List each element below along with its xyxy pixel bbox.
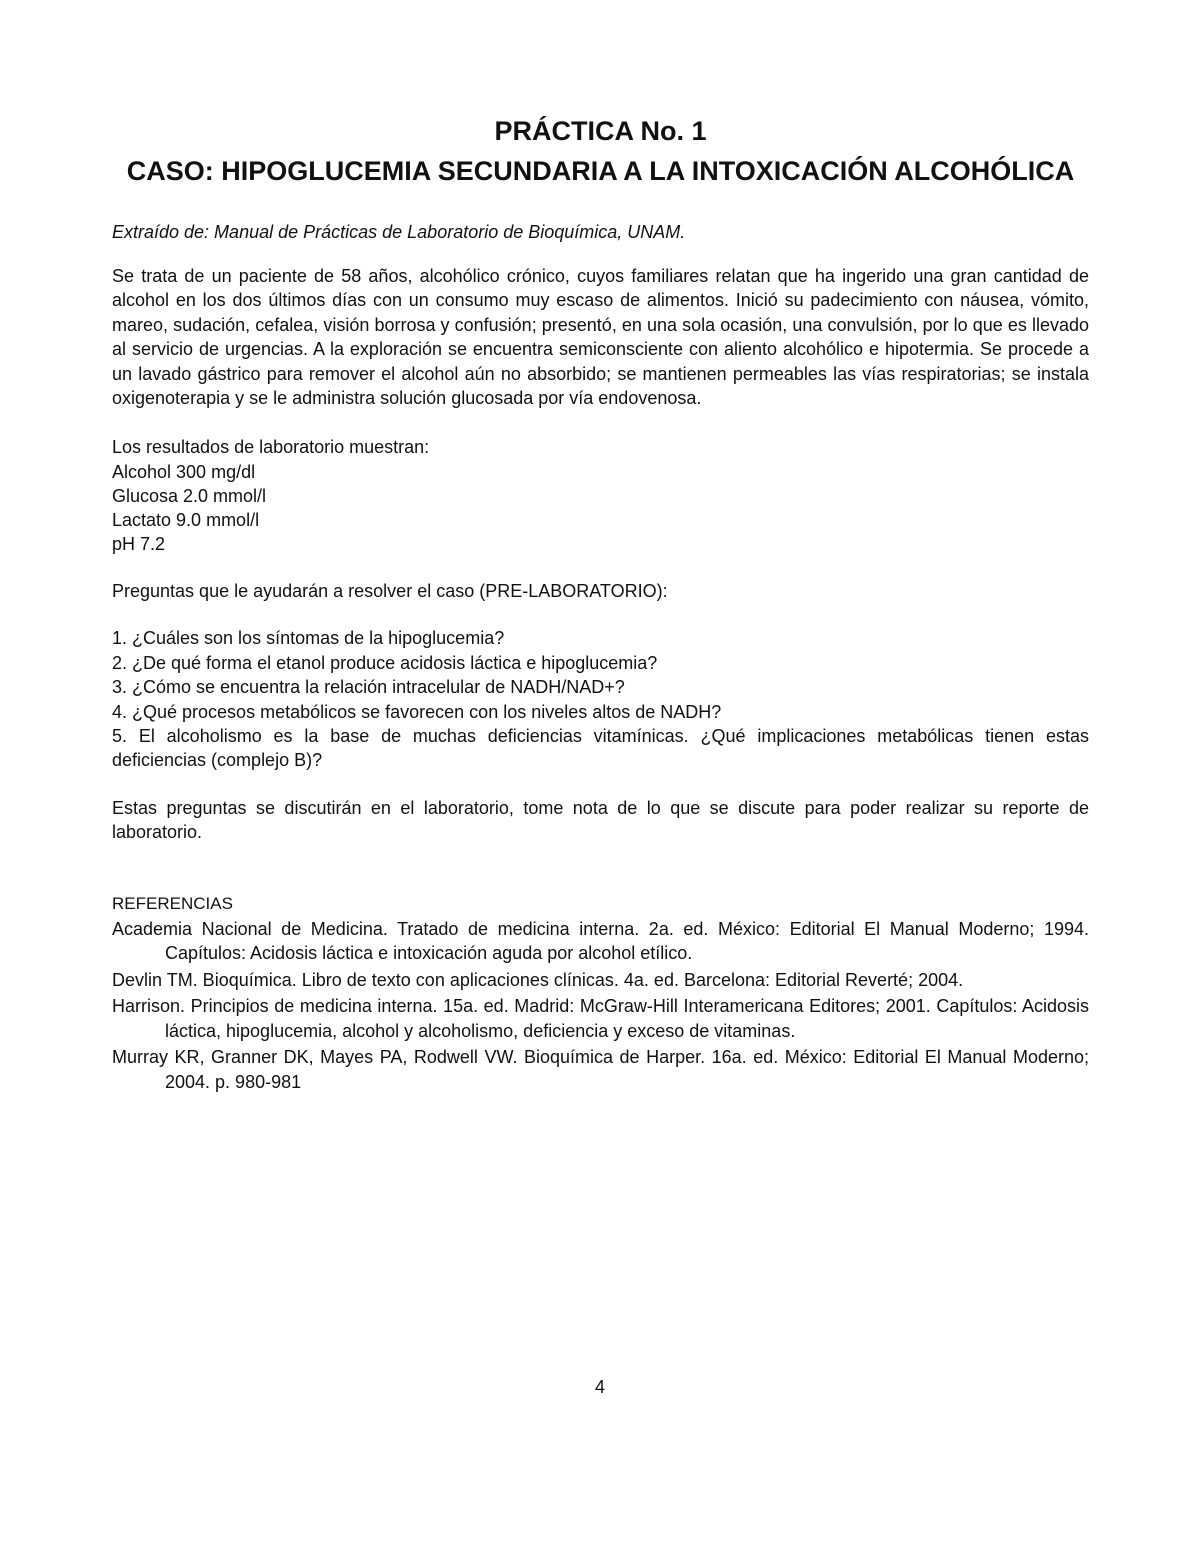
page-number: 4 bbox=[594, 1377, 605, 1397]
question-item: 4. ¿Qué procesos metabólicos se favorecen con los niveles altos de NADH? bbox=[112, 701, 722, 722]
lab-results-intro: Los resultados de laboratorio muestran: bbox=[112, 437, 430, 458]
question-item: 2. ¿De qué forma el etanol produce acidosis láctica e hipoglucemia? bbox=[112, 652, 658, 673]
question-item: 3. ¿Cómo se encuentra la relación intracelular de NADH/NAD+? bbox=[112, 677, 625, 698]
reference-item: Murray KR, Granner DK, Mayes PA, Rodwell VW. Bioquímica de Harper. 16a. ed. México: Editorial El Manual Moderno; 2004. p. 980-981 bbox=[112, 1047, 1089, 1092]
reference-item: Academia Nacional de Medicina. Tratado de medicina interna. 2a. ed. México: Editorial El Manual Moderno; 1994. Capítulos: Acidosis láctica e intoxicación aguda por alcohol etílico. bbox=[112, 918, 1089, 964]
lab-result-ph: pH 7.2 bbox=[112, 534, 166, 555]
lab-result-alcohol: Alcohol 300 mg/dl bbox=[112, 461, 256, 482]
source-note: Extraído de: Manual de Prácticas de Laboratorio de Bioquímica, UNAM. bbox=[112, 222, 686, 242]
questions-list bbox=[112, 626, 1089, 772]
case-description: Se trata de un paciente de 58 años, alcohólico crónico, cuyos familiares relatan que ha ingerido una gran cantidad de alcohol en los dos últimos días con un consumo muy escaso de alimentos. Inició su padecimiento con náusea, vómito, mareo, sudación, cefalea, visión borrosa y confusión; presentó, en una sola ocasión, una convulsión, por lo que es llevado al servicio de urgencias. A la exploración se encuentra semiconsciente con aliento alcohólico e hipotermia. Se procede a un lavado gástrico para remover el alcohol aún no absorbido; se mantienen permeables las vías respiratorias; se instala oxigenoterapia y se le administra solución glucosada por vía endovenosa. bbox=[112, 266, 1089, 409]
references-heading: REFERENCIAS bbox=[112, 893, 233, 913]
reference-item: Devlin TM. Bioquímica. Libro de texto con aplicaciones clínicas. 4a. ed. Barcelona: Editorial Reverté; 2004. bbox=[112, 969, 964, 990]
case-title: CASO: HIPOGLUCEMIA SECUNDARIA A LA INTOXICACIÓN ALCOHÓLICA bbox=[126, 156, 1075, 186]
question-item: 5. El alcoholismo es la base de muchas deficiencias vitamínicas. ¿Qué implicaciones metabólicas tienen estas deficiencias (complejo B)? bbox=[112, 726, 1089, 771]
closing-note: Estas preguntas se discutirán en el laboratorio, tome nota de lo que se discute para poder realizar su reporte de laboratorio. bbox=[112, 797, 1089, 843]
references-list bbox=[112, 917, 1089, 1095]
page-title: PRÁCTICA No. 1 bbox=[494, 116, 707, 146]
document-content bbox=[112, 112, 1089, 1096]
reference-item: Harrison. Principios de medicina interna. 15a. ed. Madrid: McGraw-Hill Interamericana Editores; 2001. Capítulos: Acidosis láctica, hipoglucemia, alcohol y alcoholismo, deficiencia y exceso de vitaminas. bbox=[112, 996, 1089, 1041]
lab-result-glucose: Glucosa 2.0 mmol/l bbox=[112, 485, 267, 506]
lab-results bbox=[112, 435, 1089, 556]
questions-intro: Preguntas que le ayudarán a resolver el caso (PRE-LABORATORIO): bbox=[112, 581, 668, 602]
lab-result-lactate: Lactato 9.0 mmol/l bbox=[112, 510, 260, 531]
question-item: 1. ¿Cuáles son los síntomas de la hipoglucemia? bbox=[112, 628, 505, 649]
